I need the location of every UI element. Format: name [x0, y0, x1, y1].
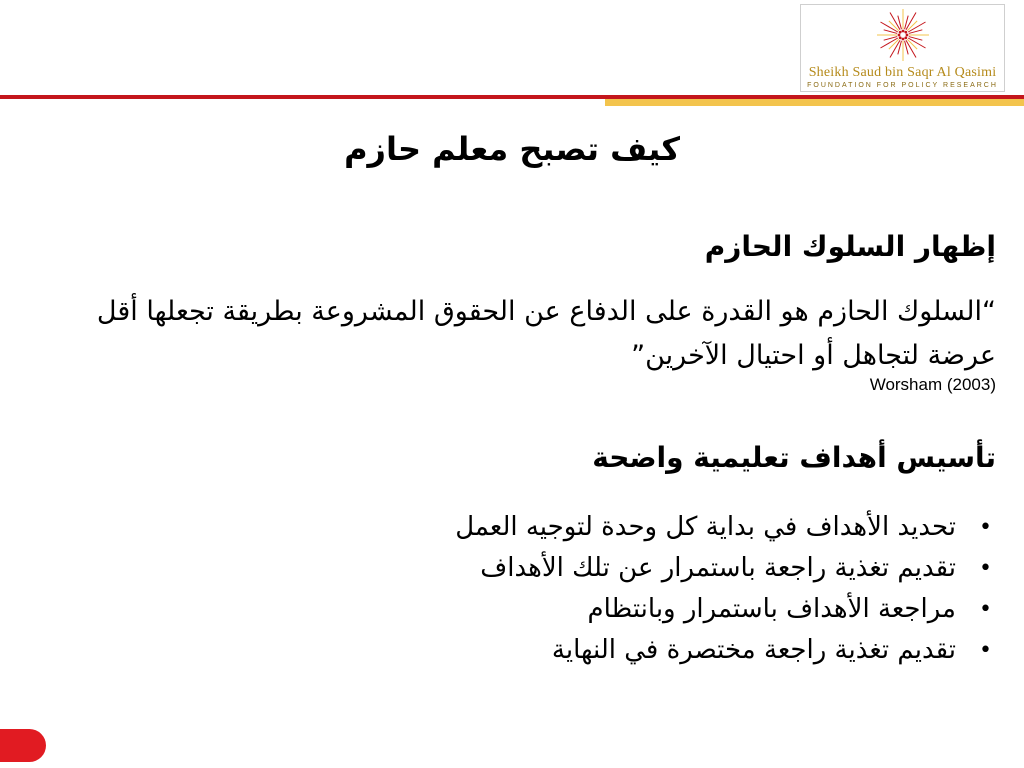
list-item-text: تقديم تغذية راجعة باستمرار عن تلك الأهداف	[480, 553, 956, 583]
header-gold-bar	[605, 99, 1024, 106]
list-item	[455, 548, 996, 589]
list-item-text: مراجعة الأهداف باستمرار وبانتظام	[587, 594, 956, 624]
logo-subtitle: FOUNDATION FOR POLICY RESEARCH	[807, 82, 998, 89]
foundation-logo	[800, 4, 1005, 92]
bullet-icon: •	[979, 597, 992, 622]
assertive-behavior-quote: “السلوك الحازم هو القدرة على الدفاع عن الحقوق المشروعة بطريقة تجعلها أقل عرضة لتجاهل أو احتيال الآخرين”	[96, 296, 996, 371]
list-item-text: تحديد الأهداف في بداية كل وحدة لتوجيه العمل	[455, 512, 956, 542]
sunburst-logo-icon	[865, 7, 941, 65]
bullet-icon: •	[979, 515, 992, 540]
list-item	[455, 630, 996, 671]
slide-title: كيف تصبح معلم حازم	[344, 130, 680, 168]
corner-decoration	[0, 729, 46, 762]
section-heading-clear-goals: تأسيس أهداف تعليمية واضحة	[592, 441, 996, 474]
list-item	[455, 589, 996, 630]
logo-name: Sheikh Saud bin Saqr Al Qasimi	[808, 65, 997, 80]
list-item-text: تقديم تغذية راجعة مختصرة في النهاية	[551, 635, 956, 665]
goals-bullet-list	[455, 507, 996, 671]
quote-citation: Worsham (2003)	[869, 375, 996, 394]
bullet-icon: •	[979, 556, 992, 581]
section-heading-assertive-behavior: إظهار السلوك الحازم	[704, 230, 996, 263]
bullet-icon: •	[979, 638, 992, 663]
list-item	[455, 507, 996, 548]
